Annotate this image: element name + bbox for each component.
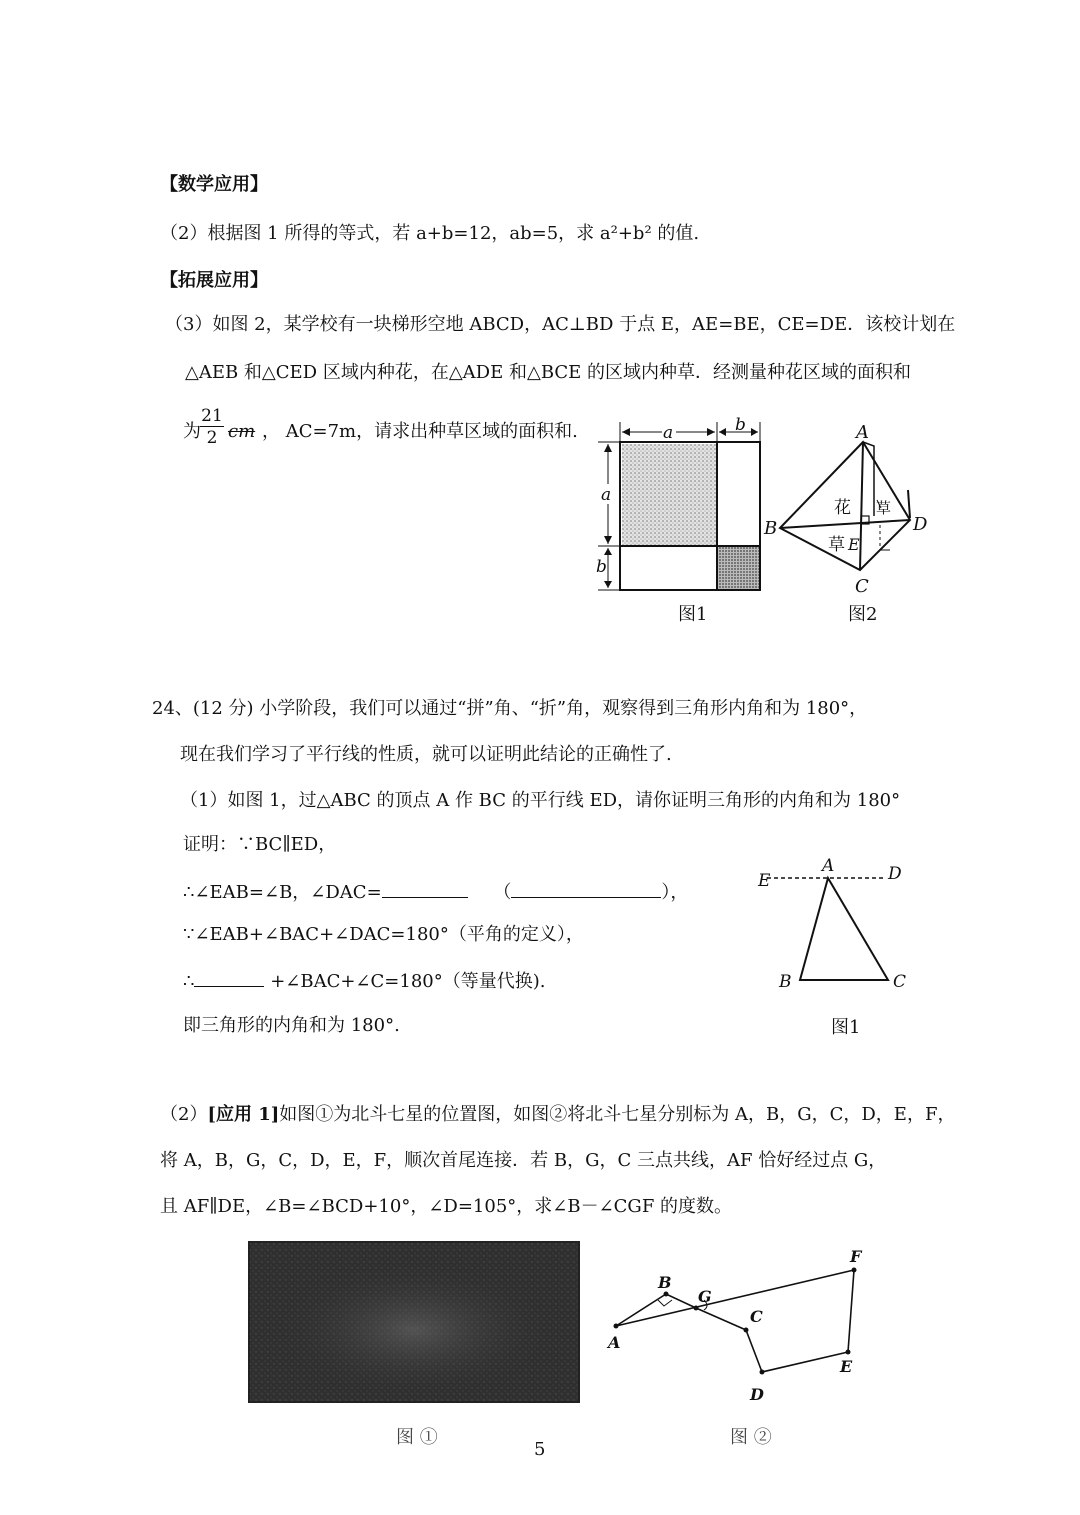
figure-24-triangle-diagram bbox=[755, 855, 925, 1045]
question-2-text: （2）根据图 1 所得的等式，若 a+b=12，ab=5，求 a²+b² 的值. bbox=[160, 223, 700, 244]
fig-star2-label-E: E bbox=[840, 1357, 853, 1376]
figure-2-kite-diagram bbox=[760, 420, 940, 630]
question-3-line-2: △AEB 和△CED 区域内种花，在△ADE 和△BCE 的区域内种草．经测量种花区域的面积和 bbox=[185, 362, 912, 383]
proof-step-2-open: （ bbox=[493, 882, 512, 903]
part-2-number: （2） bbox=[160, 1104, 208, 1125]
fig1-label-b-top: b bbox=[735, 415, 746, 435]
fig-star2-label-G: G bbox=[698, 1287, 712, 1306]
part-2-text: 如图①为北斗七星的位置图，如图②将北斗七星分别标为 A，B，G，C，D，E，F， bbox=[279, 1104, 956, 1125]
figure-big-dipper-photo bbox=[249, 1242, 579, 1402]
fig-star1-caption: 图 ① bbox=[396, 1427, 438, 1448]
fig-star2-label-B: B bbox=[658, 1273, 672, 1292]
fig2-label-E: E bbox=[848, 535, 860, 554]
fig-star2-label-F: F bbox=[850, 1247, 862, 1266]
fig2-label-A: A bbox=[856, 422, 869, 443]
fig24-label-E: E bbox=[758, 871, 771, 891]
proof-step-4-text: +∠BAC+∠C=180°（等量代换). bbox=[270, 971, 546, 992]
fig1-caption: 图1 bbox=[678, 604, 708, 625]
proof-step-1: 证明：∵BC∥ED， bbox=[183, 834, 337, 855]
proof-step-4-therefore: ∴ bbox=[183, 971, 195, 992]
fig24-label-A: A bbox=[822, 856, 835, 876]
fig-star2-label-C: C bbox=[750, 1307, 763, 1326]
question-24-part-1: （1）如图 1，过△ABC 的顶点 A 作 BC 的平行线 ED，请你证明三角形的内角和为 180° bbox=[180, 790, 901, 811]
section-extended-application: 【拓展应用】 bbox=[160, 270, 268, 291]
question-3-line-1: （3）如图 2，某学校有一块梯形空地 ABCD，AC⊥BD 于点 E，AE=BE，CE=DE．该校计划在 bbox=[165, 314, 956, 335]
fig2-label-C: C bbox=[855, 576, 869, 597]
fig2-grass-right-label: 草 bbox=[876, 499, 892, 517]
blank-reason[interactable] bbox=[511, 879, 661, 898]
fig1-label-a-left: a bbox=[601, 485, 612, 505]
proof-step-5: 即三角形的内角和为 180°. bbox=[183, 1015, 400, 1036]
question-24-line-1: 24、(12 分) 小学阶段，我们可以通过“拼”角、“折”角，观察得到三角形内角和为 180°， bbox=[152, 698, 868, 719]
question-24-line-2: 现在我们学习了平行线的性质，就可以证明此结论的正确性了. bbox=[180, 744, 672, 765]
figure-big-dipper-diagram bbox=[600, 1240, 880, 1420]
question-3-line-3: ， AC=7m，请求出种草区域的面积和. bbox=[262, 421, 578, 442]
fig24-caption: 图1 bbox=[831, 1017, 861, 1038]
figure-1-square-diagram bbox=[590, 412, 780, 632]
page-number: 5 bbox=[534, 1439, 546, 1460]
blank-angle-sum[interactable] bbox=[194, 968, 264, 987]
question-3-wei: 为 bbox=[183, 421, 201, 442]
fig2-label-D: D bbox=[913, 514, 928, 535]
fig-star2-label-D: D bbox=[750, 1385, 764, 1404]
fig24-label-C: C bbox=[893, 972, 907, 992]
fig2-caption: 图2 bbox=[848, 604, 878, 625]
fraction-numerator: 21 bbox=[201, 406, 223, 426]
fig2-grass-bottom-label: 草 bbox=[828, 535, 845, 555]
proof-step-2-close: ）， bbox=[661, 882, 689, 903]
question-24-part-2-line-3: 且 AF∥DE，∠B=∠BCD+10°，∠D=105°，求∠B－∠CGF 的度数。 bbox=[160, 1196, 733, 1217]
fig2-flower-label: 花 bbox=[834, 498, 851, 518]
fig24-label-D: D bbox=[888, 864, 902, 884]
fig-star2-label-A: A bbox=[608, 1333, 621, 1352]
question-3-fraction bbox=[200, 406, 224, 449]
proof-step-4 bbox=[183, 968, 545, 994]
fraction-denominator: 2 bbox=[206, 428, 218, 448]
proof-step-3: ∵∠EAB+∠BAC+∠DAC=180°（平角的定义）， bbox=[183, 924, 584, 945]
question-3-unit-struck: cm bbox=[228, 421, 256, 442]
proof-step-2-text: ∴∠EAB=∠B，∠DAC= bbox=[183, 882, 382, 903]
fig2-label-B: B bbox=[764, 518, 778, 539]
section-math-application: 【数学应用】 bbox=[160, 174, 268, 195]
part-2-tag: [应用 1] bbox=[207, 1104, 280, 1125]
fig-star2-caption: 图 ② bbox=[730, 1427, 772, 1448]
fig1-label-a-top: a bbox=[663, 423, 674, 443]
question-24-part-2-line-1 bbox=[160, 1103, 955, 1127]
question-24-part-2-line-2: 将 A，B，G，C，D，E，F，顺次首尾连接．若 B，G，C 三点共线，AF 恰好经过点 G， bbox=[160, 1150, 887, 1171]
blank-angle-dac[interactable] bbox=[382, 879, 468, 898]
fig24-label-B: B bbox=[779, 972, 792, 992]
fig1-label-b-left: b bbox=[596, 557, 607, 577]
proof-step-2 bbox=[183, 879, 688, 905]
